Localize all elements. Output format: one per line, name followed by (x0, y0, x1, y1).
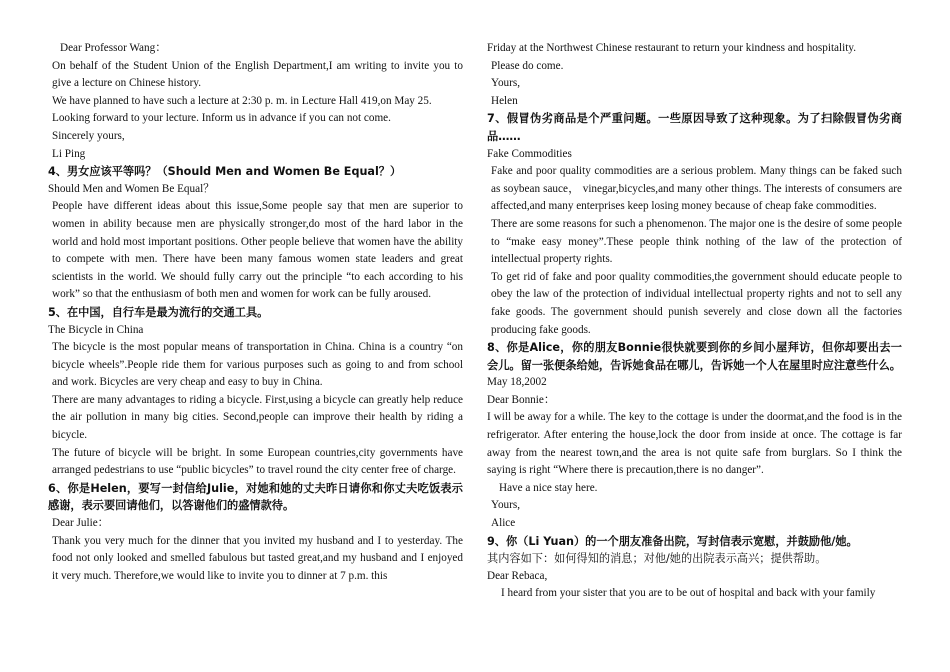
item8-paragraph-1: I will be away for a while. The key to the cottage is under the doormat,and the food is in the refrigerator. After entering the house,lock the door from inside at once. The cottage is far away from the nearest town,and the area is not quite safe from burglars. So I think the saying is right “Where there is precaution,there is no danger”. (487, 411, 902, 477)
item7-paragraph-3: To get rid of fake and poor quality commodities,the government should educate people to obey the law of the protection of individual intellectual property rights and not to sell any fake goods. The government should punish severely and close down all the factories producing fake goods. (491, 270, 902, 336)
item8-heading: 8、你是Alice，你的朋友Bonnie很快就要到你的乡间小屋拜访，但你却要出去一会儿。留一张便条给她，告诉她食品在哪儿，告诉她一个人在屋里时应注意些什么。 (487, 341, 902, 372)
item8-date: May 18,2002 (487, 376, 547, 389)
item9-greeting: Dear Rebaca, (487, 569, 548, 582)
letter1-paragraph-2: We have planned to have such a lecture at 2:30 p. m. in Lecture Hall 419,on May 25. (52, 94, 432, 107)
letter1-paragraph-1: On behalf of the Student Union of the English Department,I am writing to invite you to give a lecture on Chinese history. (52, 59, 463, 90)
item8-signature: Alice (491, 517, 516, 530)
item6-heading: 6、你是Helen，要写一封信给Julie，对她和她的丈夫昨日请你和你丈夫吃饭表示感谢，表示要回请他们，以答谢他们的盛情款待。 (48, 481, 463, 513)
letter1-signature: Li Ping (52, 147, 86, 160)
right-column (487, 40, 902, 603)
item6-greeting: Dear Julie： (52, 517, 109, 530)
item9-heading: 9、你（Li Yuan）的一个朋友准备出院，写封信表示宽慰，并鼓励他/她。 (487, 534, 858, 548)
item5-paragraph-2: There are many advantages to riding a bicycle. First,using a bicycle can greatly help reduce the air pollution in many big cities. Second,people can improve their health by riding a bicycle. (52, 393, 463, 442)
item6-paragraph-3: Please do come. (491, 59, 564, 72)
item6-paragraph-1: Thank you very much for the dinner that you invited my husband and I to yesterday. The food not only looked and smelled fabulous but tasted great,and my husband and I enjoyed it very much. Therefore,we would like to invite you to dinner at 7 p.m. this (52, 534, 463, 582)
item8-paragraph-2: Have a nice stay here. (499, 481, 598, 494)
item5-title: The Bicycle in China (48, 323, 144, 336)
item4-title: Should Men and Women Be Equal？ (48, 182, 215, 195)
left-column (48, 40, 463, 585)
item6-paragraph-2: Friday at the Northwest Chinese restaurant to return your kindness and hospitality. (487, 42, 857, 54)
item9-paragraph-1: I heard from your sister that you are to be out of hospital and back with your family (501, 587, 876, 600)
letter1-closing: Sincerely yours, (52, 129, 125, 142)
item6-signature: Helen (491, 94, 518, 107)
item4-heading: 4、男女应该平等吗？（Should Men and Women Be Equal？） (48, 165, 402, 179)
item7-paragraph-2: There are some reasons for such a phenomenon. The major one is the desire of some people to “make easy money”.These people think nothing of the law of the protection of intellectual property rights. (491, 217, 902, 266)
letter1-greeting: Dear Professor Wang： (60, 42, 167, 54)
item6-closing: Yours, (491, 77, 521, 90)
letter1-paragraph-3: Looking forward to your lecture. Inform us in advance if you can not come. (52, 112, 391, 125)
item4-paragraph-1: People have different ideas about this issue,Some people say that men are superior to women in ability because men are physically stronger,do most of the hard labor in the world and hold most important positions. Other people believe that women have the ability to compete with men. There have been many famous women state leaders and great scientists in the world. We should fully carry out the principle “to each according to his work” so that the enthusiasm of both men and women for work can be fully aroused. (52, 200, 463, 301)
item9-note: 其内容如下：如何得知的消息；对他/她的出院表示高兴；提供帮助。 (487, 552, 827, 566)
item7-heading: 7、假冒伪劣商品是个严重问题。一些原因导致了这种现象。为了扫除假冒伪劣商品…… (487, 112, 902, 143)
item5-heading: 5、在中国，自行车是最为流行的交通工具。 (48, 305, 269, 319)
item8-closing: Yours, (491, 499, 521, 512)
item7-title: Fake Commodities (487, 147, 572, 160)
item5-paragraph-1: The bicycle is the most popular means of transportation in China. China is a country “on bicycle wheels”.People ride them for various purposes such as going to and from school and work. Bicycles are very cheap and easy to buy in China. (52, 341, 463, 389)
item8-greeting: Dear Bonnie： (487, 393, 556, 406)
item5-paragraph-3: The future of bicycle will be bright. In some European countries,city governments have arranged pedestrians to use “public bicycles” to travel round the city center free of charge. (52, 446, 463, 477)
item7-paragraph-1: Fake and poor quality commodities are a serious problem. Many things can be faked such as soybean sauce， vinegar,bicycles,and many other things. The interests of consumers are affected,and many enterprises keep losing money because of cheap fake commodities. (491, 165, 902, 213)
